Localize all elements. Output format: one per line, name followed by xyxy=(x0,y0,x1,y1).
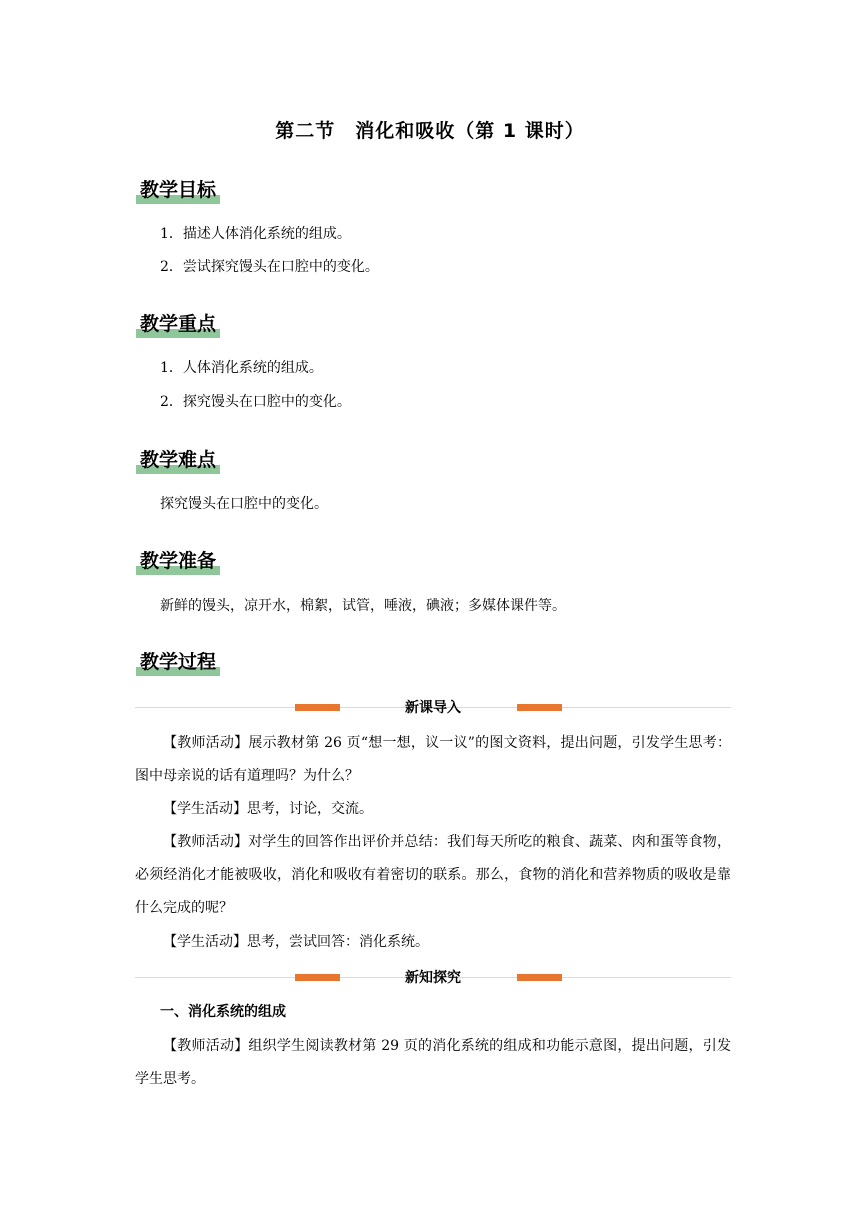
subsection-divider-intro xyxy=(135,698,731,718)
heading-label: 教学难点 xyxy=(140,449,217,471)
objective-item: 2．尝试探究馒头在口腔中的变化。 xyxy=(160,259,379,275)
heading-label: 教学过程 xyxy=(140,651,217,673)
document-title: 第二节 消化和吸收（第 1 课时） xyxy=(275,120,585,142)
divider-label: 新知探究 xyxy=(405,970,461,986)
intro-paragraph: 【学生活动】思考，尝试回答：消化系统。 xyxy=(163,934,429,950)
section-heading-preparation xyxy=(136,547,220,577)
divider-label: 新课导入 xyxy=(405,700,461,716)
explore-paragraph: 【教师活动】组织学生阅读教材第 29 页的消化系统的组成和功能示意图，提出问题，引发学生思考。 xyxy=(135,1038,731,1087)
explore-subheading: 一、消化系统的组成 xyxy=(160,1004,286,1020)
section-heading-process xyxy=(136,648,220,678)
intro-paragraph: 【学生活动】思考，讨论，交流。 xyxy=(163,801,373,817)
heading-label: 教学重点 xyxy=(140,313,217,335)
key-point-item: 1．人体消化系统的组成。 xyxy=(160,360,323,376)
preparation-text: 新鲜的馒头，凉开水，棉絮，试管，唾液，碘液；多媒体课件等。 xyxy=(160,598,566,614)
key-point-item: 2．探究馒头在口腔中的变化。 xyxy=(160,394,351,410)
section-heading-objectives xyxy=(136,176,220,206)
difficulty-text: 探究馒头在口腔中的变化。 xyxy=(160,496,328,512)
intro-paragraph: 【教师活动】对学生的回答作出评价并总结：我们每天所吃的粮食、蔬菜、肉和蛋等食物，必须经消化才能被吸收，消化和吸收有着密切的联系。那么，食物的消化和营养物质的吸收是靠什么完成的呢？ xyxy=(135,834,731,916)
section-heading-difficulties xyxy=(136,446,220,476)
section-heading-key-points xyxy=(136,310,220,340)
intro-paragraph: 【教师活动】展示教材第 26 页“想一想，议一议”的图文资料，提出问题，引发学生思考：图中母亲说的话有道理吗？为什么？ xyxy=(135,735,731,784)
objective-item: 1．描述人体消化系统的组成。 xyxy=(160,226,351,242)
subsection-divider-explore xyxy=(135,968,731,988)
heading-label: 教学目标 xyxy=(140,179,217,201)
heading-label: 教学准备 xyxy=(140,550,217,572)
